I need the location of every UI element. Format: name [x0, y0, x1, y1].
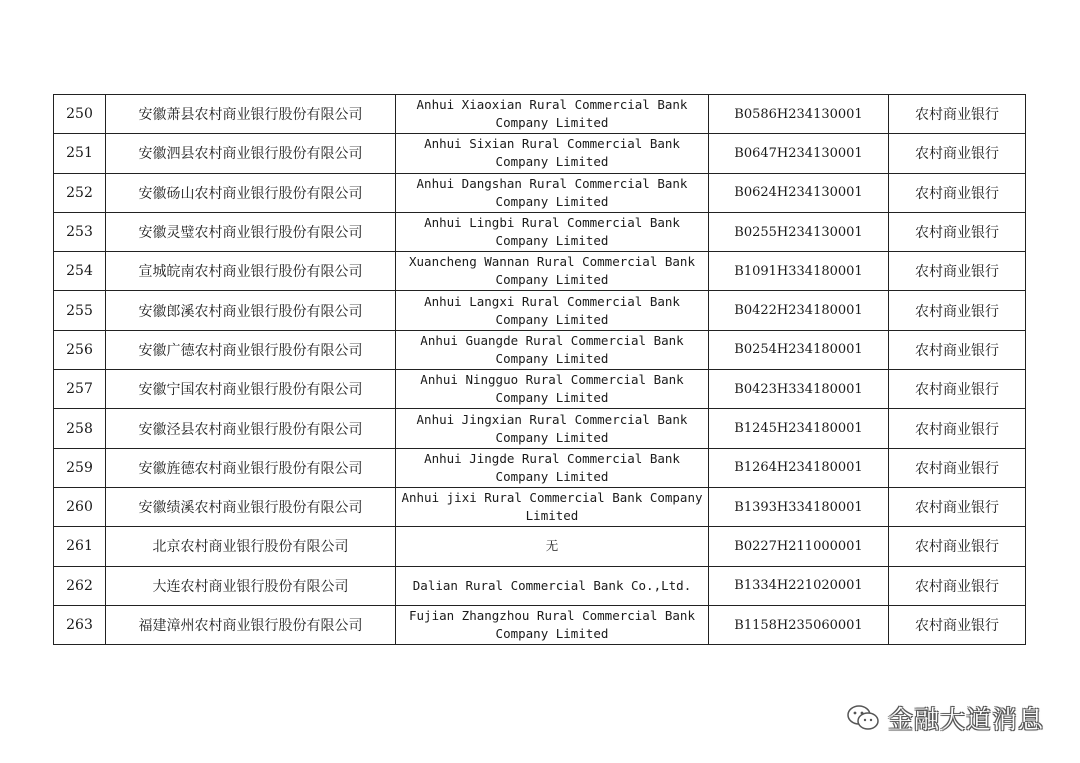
chinese-name-cell: 安徽萧县农村商业银行股份有限公司: [106, 95, 396, 134]
chinese-name-cell: 福建漳州农村商业银行股份有限公司: [106, 605, 396, 644]
row-number-cell: 256: [54, 330, 106, 369]
table-row: [54, 252, 1026, 291]
institution-type-cell: 农村商业银行: [889, 487, 1026, 526]
chinese-name-cell: 安徽郎溪农村商业银行股份有限公司: [106, 291, 396, 330]
institution-type-cell: 农村商业银行: [889, 134, 1026, 173]
chinese-name-cell: 安徽旌德农村商业银行股份有限公司: [106, 448, 396, 487]
table-row: [54, 173, 1026, 212]
row-number-cell: 254: [54, 252, 106, 291]
english-name-cell: Dalian Rural Commercial Bank Co.,Ltd.: [396, 566, 709, 605]
english-name-cell: Anhui Jingde Rural Commercial Bank Company Limited: [396, 448, 709, 487]
institution-code-cell: B1245H234180001: [709, 409, 889, 448]
row-number-cell: 261: [54, 527, 106, 566]
row-number-cell: 257: [54, 370, 106, 409]
english-name-cell: Anhui Lingbi Rural Commercial Bank Company Limited: [396, 212, 709, 251]
row-number-cell: 263: [54, 605, 106, 644]
bank-list-body: [54, 95, 1026, 645]
row-number-cell: 255: [54, 291, 106, 330]
institution-code-cell: B1393H334180001: [709, 487, 889, 526]
chinese-name-cell: 北京农村商业银行股份有限公司: [106, 527, 396, 566]
institution-type-cell: 农村商业银行: [889, 173, 1026, 212]
english-name-cell: Anhui Ningguo Rural Commercial Bank Company Limited: [396, 370, 709, 409]
institution-code-cell: B0423H334180001: [709, 370, 889, 409]
row-number-cell: 260: [54, 487, 106, 526]
english-name-cell: Xuancheng Wannan Rural Commercial Bank Company Limited: [396, 252, 709, 291]
institution-type-cell: 农村商业银行: [889, 252, 1026, 291]
institution-type-cell: 农村商业银行: [889, 605, 1026, 644]
english-name-cell: Fujian Zhangzhou Rural Commercial Bank Company Limited: [396, 605, 709, 644]
institution-type-cell: 农村商业银行: [889, 566, 1026, 605]
row-number-cell: 258: [54, 409, 106, 448]
chinese-name-cell: 安徽泾县农村商业银行股份有限公司: [106, 409, 396, 448]
english-name-cell: Anhui Xiaoxian Rural Commercial Bank Company Limited: [396, 95, 709, 134]
english-name-cell: Anhui Dangshan Rural Commercial Bank Company Limited: [396, 173, 709, 212]
english-name-cell: Anhui Jingxian Rural Commercial Bank Company Limited: [396, 409, 709, 448]
institution-code-cell: B1158H235060001: [709, 605, 889, 644]
chinese-name-cell: 大连农村商业银行股份有限公司: [106, 566, 396, 605]
institution-code-cell: B0586H234130001: [709, 95, 889, 134]
english-name-cell: Anhui Sixian Rural Commercial Bank Company Limited: [396, 134, 709, 173]
chinese-name-cell: 安徽泗县农村商业银行股份有限公司: [106, 134, 396, 173]
institution-code-cell: B0254H234180001: [709, 330, 889, 369]
table-row: [54, 448, 1026, 487]
chinese-name-cell: 安徽广德农村商业银行股份有限公司: [106, 330, 396, 369]
watermark-text: 金融大道消息: [887, 705, 1044, 734]
table-row: [54, 370, 1026, 409]
table-row: [54, 212, 1026, 251]
institution-code-cell: B1264H234180001: [709, 448, 889, 487]
row-number-cell: 251: [54, 134, 106, 173]
chinese-name-cell: 安徽灵璧农村商业银行股份有限公司: [106, 212, 396, 251]
institution-type-cell: 农村商业银行: [889, 370, 1026, 409]
institution-type-cell: 农村商业银行: [889, 448, 1026, 487]
chinese-name-cell: 安徽绩溪农村商业银行股份有限公司: [106, 487, 396, 526]
table-row: [54, 95, 1026, 134]
bank-list-table: [53, 94, 1026, 645]
institution-type-cell: 农村商业银行: [889, 330, 1026, 369]
table-row: [54, 566, 1026, 605]
row-number-cell: 250: [54, 95, 106, 134]
institution-code-cell: B0255H234130001: [709, 212, 889, 251]
table-row: [54, 527, 1026, 566]
english-name-cell: Anhui Guangde Rural Commercial Bank Company Limited: [396, 330, 709, 369]
institution-type-cell: 农村商业银行: [889, 527, 1026, 566]
chinese-name-cell: 安徽砀山农村商业银行股份有限公司: [106, 173, 396, 212]
chinese-name-cell: 宣城皖南农村商业银行股份有限公司: [106, 252, 396, 291]
institution-code-cell: B0624H234130001: [709, 173, 889, 212]
institution-code-cell: B1091H334180001: [709, 252, 889, 291]
table-row: [54, 487, 1026, 526]
english-name-cell: Anhui Langxi Rural Commercial Bank Company Limited: [396, 291, 709, 330]
table-row: [54, 134, 1026, 173]
institution-code-cell: B1334H221020001: [709, 566, 889, 605]
institution-type-cell: 农村商业银行: [889, 291, 1026, 330]
chinese-name-cell: 安徽宁国农村商业银行股份有限公司: [106, 370, 396, 409]
institution-code-cell: B0227H211000001: [709, 527, 889, 566]
row-number-cell: 253: [54, 212, 106, 251]
english-name-cell: 无: [396, 527, 709, 566]
institution-code-cell: B0647H234130001: [709, 134, 889, 173]
english-name-cell: Anhui jixi Rural Commercial Bank Company Limited: [396, 487, 709, 526]
row-number-cell: 252: [54, 173, 106, 212]
table-row: [54, 605, 1026, 644]
row-number-cell: 259: [54, 448, 106, 487]
watermark: [846, 700, 1044, 736]
institution-type-cell: 农村商业银行: [889, 212, 1026, 251]
wechat-icon: [846, 704, 880, 732]
institution-code-cell: B0422H234180001: [709, 291, 889, 330]
institution-type-cell: 农村商业银行: [889, 409, 1026, 448]
table-row: [54, 291, 1026, 330]
table-row: [54, 409, 1026, 448]
institution-type-cell: 农村商业银行: [889, 95, 1026, 134]
row-number-cell: 262: [54, 566, 106, 605]
table-row: [54, 330, 1026, 369]
